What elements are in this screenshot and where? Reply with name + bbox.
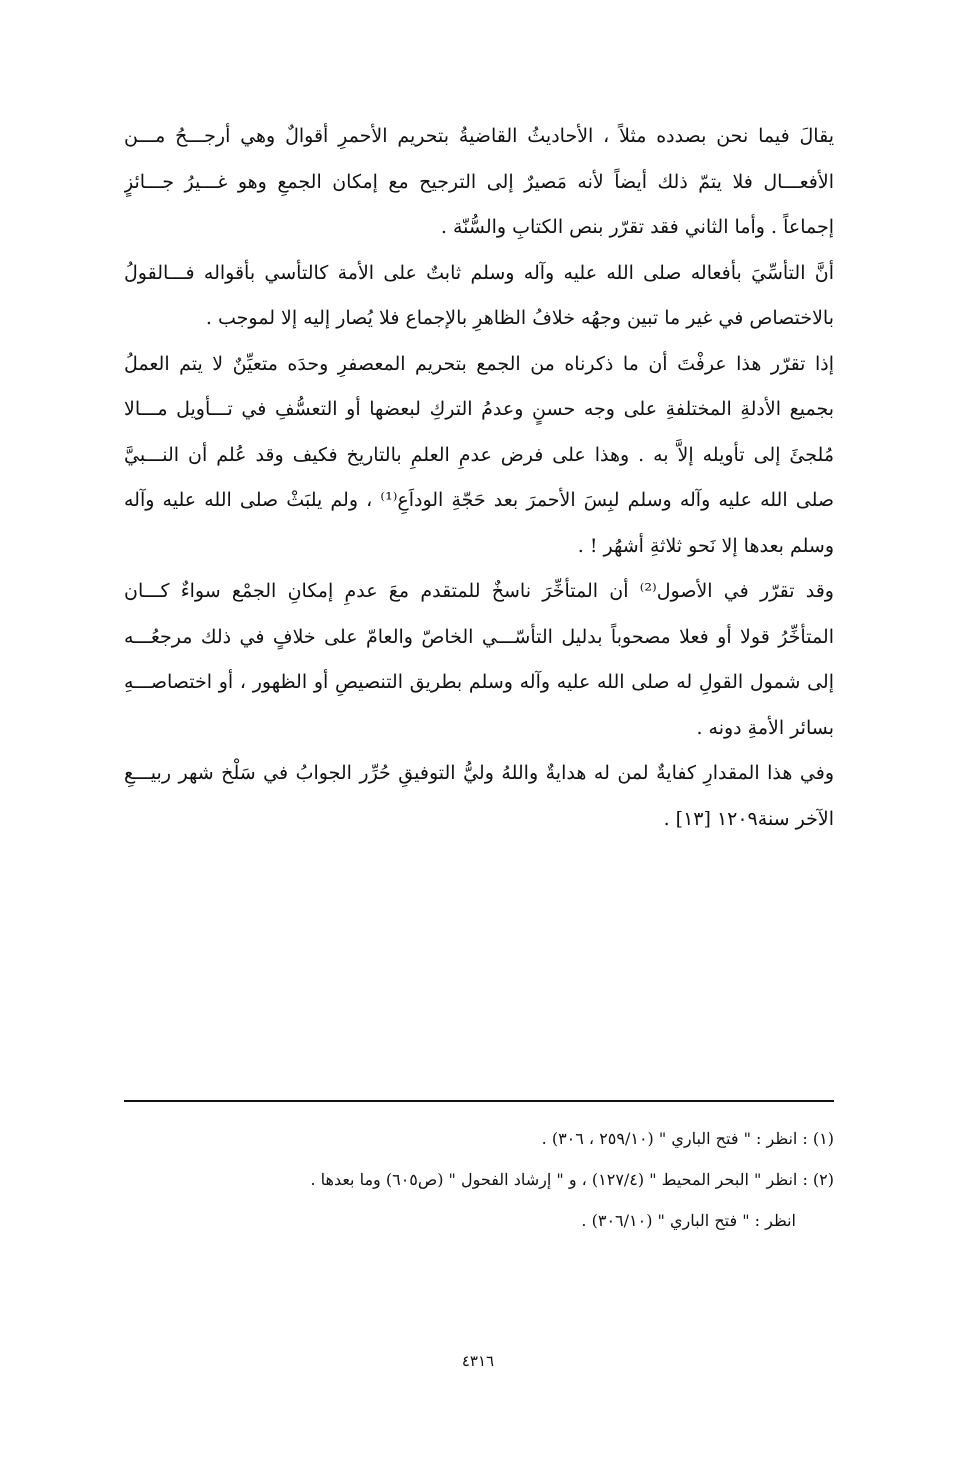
- text-line: وقد تقرّر في الأصول⁽²⁾ أن المتأخِّرَ ناسخٌ للمتقدم معَ عدمِ إمكانِ الجمْع سواءٌ كـــان: [124, 580, 834, 602]
- text-line: وفي هذا المقدارِ كفايةٌ لمن له هدايةٌ واللهُ وليُّ التوفيقِ حُرِّر الجوابُ في سَلْخ شهر ربيـــعِ: [124, 762, 834, 784]
- text-line: إذا تقرّر هذا عرفْتَ أن ما ذكرناه من الجمع بتحريم المعصفرِ وحدَه متعيِّنٌ لا يتم العملُ: [124, 352, 834, 375]
- footnotes: [124, 1118, 834, 1241]
- text-line: الأفعـــال فلا يتمّ ذلك أيضاً لأنه مَصيرٌ إلى الترجيح مع إمكان الجمعِ وهو غـــيرُ جـــائزٍ: [124, 170, 834, 193]
- footnote-2: (٢) : انظر " البحر المحيط " (١٢٧/٤) ، و " إرشاد الفحول " (ص٦٠٥) وما بعدها .: [310, 1170, 834, 1189]
- text-line: بجميع الأدلةِ المختلفةِ على وجه حسنٍ وعدمُ التركِ لبعضها أو التعسُّفِ في تـــأويل مـــالا: [124, 398, 834, 420]
- text-line: بالاختصاص في غير ما تبين وجهُه خلافُ الظاهرِ بالإجماع فلا يُصار إليه إلا لموجب .: [205, 307, 834, 329]
- footnote-1: (١) : انظر : " فتح الباري " (٢٥٩/١٠ ، ٣٠٦) .: [541, 1129, 834, 1148]
- text-line: الآخر سنة١٢٠٩ [١٣] .: [663, 807, 834, 830]
- body-text: [124, 114, 834, 842]
- text-line: المتأخِّرُ قولا أو فعلا مصحوباً بدليل التأسّـــي الخاصّ والعامّ على خلافٍ في ذلك مرجعُـــه: [124, 625, 834, 648]
- page-number: ٤٣١٦: [461, 1352, 495, 1370]
- text-line: صلى الله عليه وآله وسلم لبِسَ الأحمرَ بعد حَجّةِ الوداَعِ⁽¹⁾ ، ولم يلبَثْ صلى الله عليه وآله: [124, 489, 834, 511]
- text-line: يقالَ فيما نحن بصدده مثلاً ، الأحاديثُ القاضيةُ بتحريم الأحمرِ أقوالٌ وهي أرجـــحُ مـــن: [124, 125, 834, 147]
- footnote-divider: [124, 1100, 834, 1102]
- text-line: أنَّ التأسِّيَ بأفعاله صلى الله عليه وآله وسلم ثابتٌ على الأمة كالتأسي بأقواله فـــالقولُ: [124, 261, 834, 284]
- text-line: مُلجئَ إلى تأويله إلاَّ به . وهذا على فرض عدمِ العلمِ بالتاريخ فكيف وقد عُلم أن النـــبيَّ: [124, 443, 834, 466]
- text-line: إجماعاً . وأما الثاني فقد تقرّر بنص الكتابِ والسُّنّة .: [440, 216, 834, 238]
- text-line: وسلم بعدها إلا نَحو ثلاثةِ أشهُر ! .: [577, 534, 834, 557]
- text-line: بسائر الأمةِ دونه .: [696, 716, 834, 739]
- text-line: إلى شمول القولِ له صلى الله عليه وآله وسلم بطريق التنصيصِ أو الظهور ، أو اختصاصـــهِ: [124, 671, 834, 693]
- footnote-2-continued: انظر : " فتح الباري " (٣٠٦/١٠) .: [581, 1211, 796, 1230]
